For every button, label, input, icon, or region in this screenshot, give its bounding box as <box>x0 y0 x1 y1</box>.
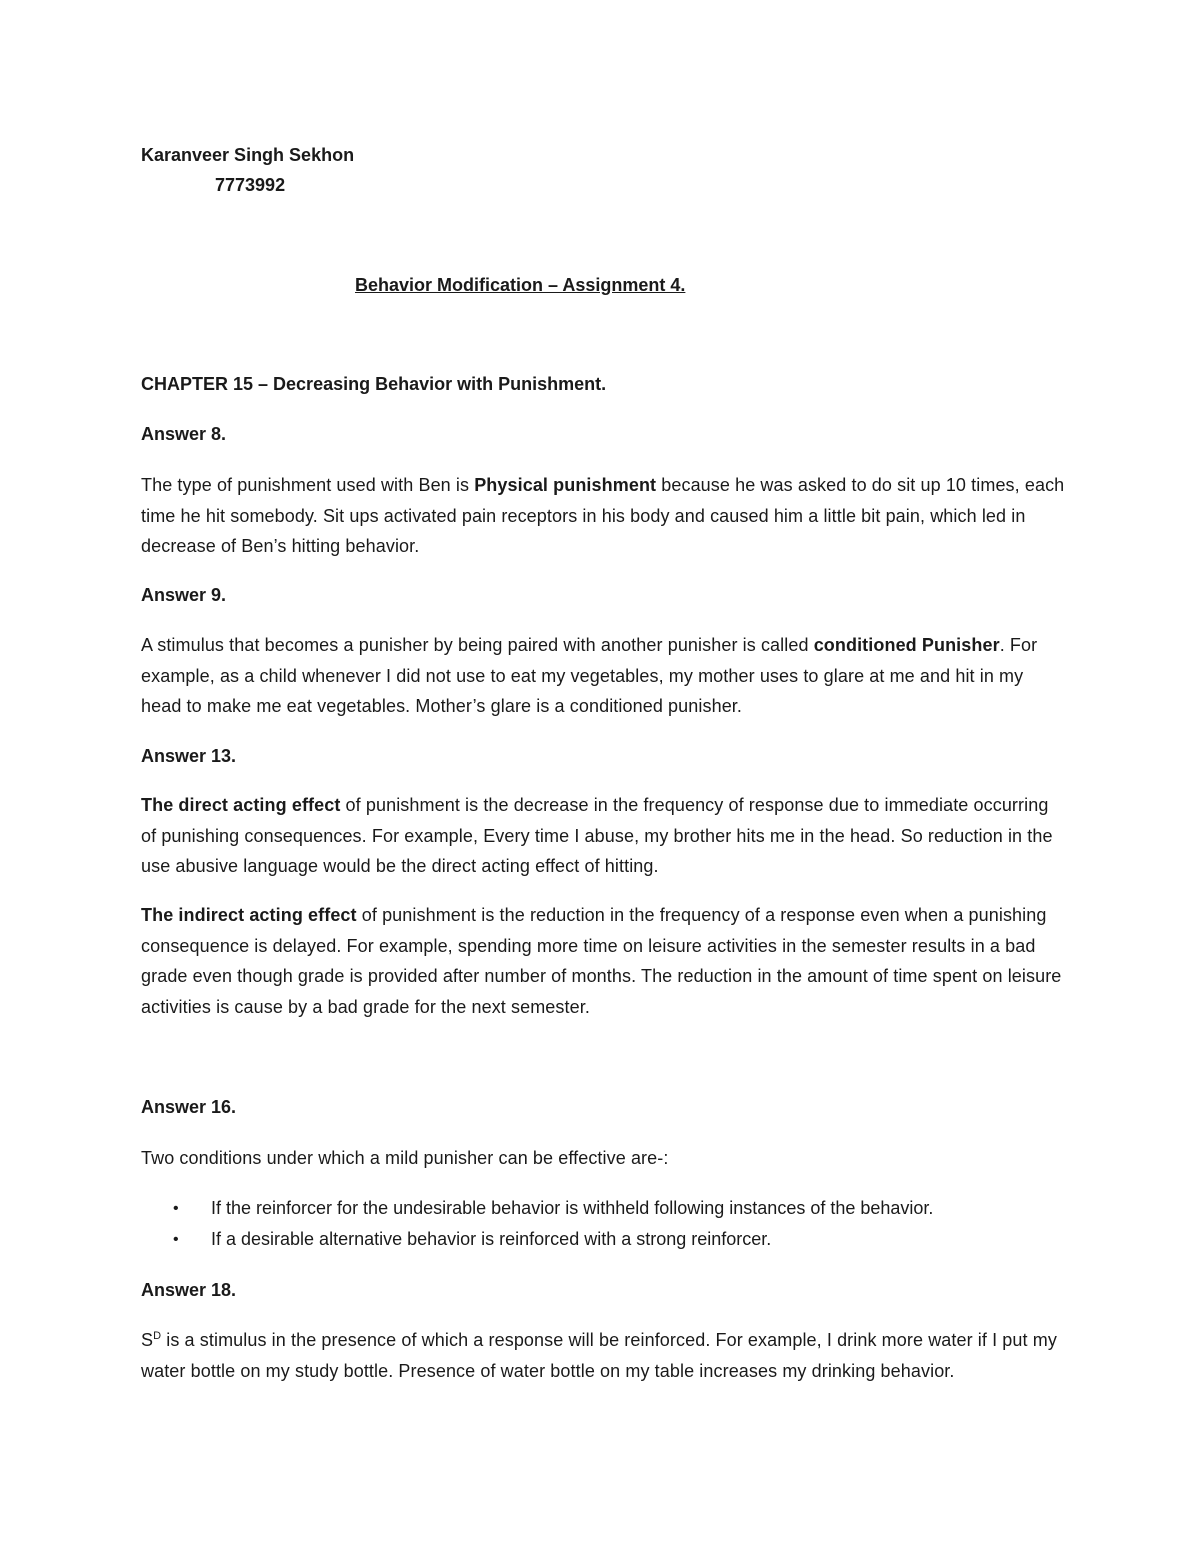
answer-16-bullet-list <box>141 1193 1066 1255</box>
answer-9-heading: Answer 9. <box>141 585 227 605</box>
answer-8-text-c: because he was asked to do sit up 10 times, each time he hit somebody. Sit ups activated pain receptors in his body and caused him a little bit pain, which led in decrease of Ben’s hitting behavior. <box>141 475 1065 556</box>
answer-9-term: conditioned Punisher <box>813 635 1000 655</box>
answer-18-s-letter: S <box>141 1330 154 1350</box>
answer-8-paragraph <box>141 470 1066 562</box>
chapter-heading: CHAPTER 15 – Decreasing Behavior with Punishment. <box>141 374 607 394</box>
answer-16-intro: Two conditions under which a mild punisher can be effective are-: <box>141 1148 669 1168</box>
list-item <box>141 1193 1066 1224</box>
student-id: 7773992 <box>215 175 286 195</box>
answer-9-paragraph <box>141 630 1066 722</box>
bullet-icon: • <box>173 1231 179 1248</box>
answer-8-term: Physical punishment <box>474 475 657 495</box>
author-name: Karanveer Singh Sekhon <box>141 145 355 165</box>
answer-13-heading: Answer 13. <box>141 746 237 766</box>
list-item <box>141 1224 1066 1255</box>
answer-18-text: is a stimulus in the presence of which a response will be reinforced. For example, I drink more water if I put my water bottle on my study bottle. Presence of water bottle on my table increases my drinking behavior. <box>141 1330 1057 1381</box>
list-item-text: If a desirable alternative behavior is reinforced with a strong reinforcer. <box>211 1229 772 1249</box>
answer-8-text-a: The type of punishment used with Ben is <box>141 475 475 495</box>
bullet-icon: • <box>173 1200 179 1217</box>
answer-13-text-direct: of punishment is the decrease in the frequency of response due to immediate occurring of punishing consequences. For example, Every time I abuse, my brother hits me in the head. So reduction in the use abusive language would be the direct acting effect of hitting. <box>141 795 1053 876</box>
answer-13-text-indirect: of punishment is the reduction in the frequency of a response even when a punishing consequence is delayed. For example, spending more time on leisure activities in the semester results in a bad grade even though grade is provided after number of months. The reduction in the amount of time spent on leisure activities is cause by a bad grade for the next semester. <box>141 905 1062 1017</box>
answer-13-term-direct: The direct acting effect <box>141 795 346 815</box>
answer-16-heading: Answer 16. <box>141 1097 237 1117</box>
answer-18-paragraph <box>141 1325 1066 1386</box>
answer-9-text-a: A stimulus that becomes a punisher by being paired with another punisher is called <box>141 635 814 655</box>
answer-9-text-c: . For example, as a child whenever I did not use to eat my vegetables, my mother uses to glare at me and hit in my head to make me eat vegetables. Mother’s glare is a conditioned punisher. <box>141 635 1038 716</box>
document-title: Behavior Modification – Assignment 4. <box>355 275 686 295</box>
list-item-text: If the reinforcer for the undesirable behavior is withheld following instances of the behavior. <box>211 1198 934 1218</box>
answer-13-paragraph-1 <box>141 790 1066 882</box>
answer-18-heading: Answer 18. <box>141 1280 237 1300</box>
answer-13-paragraph-2 <box>141 900 1066 1022</box>
answer-8-heading: Answer 8. <box>141 424 227 444</box>
answer-13-term-indirect: The indirect acting effect <box>141 905 362 925</box>
answer-18-s-superscript: D <box>153 1330 162 1342</box>
